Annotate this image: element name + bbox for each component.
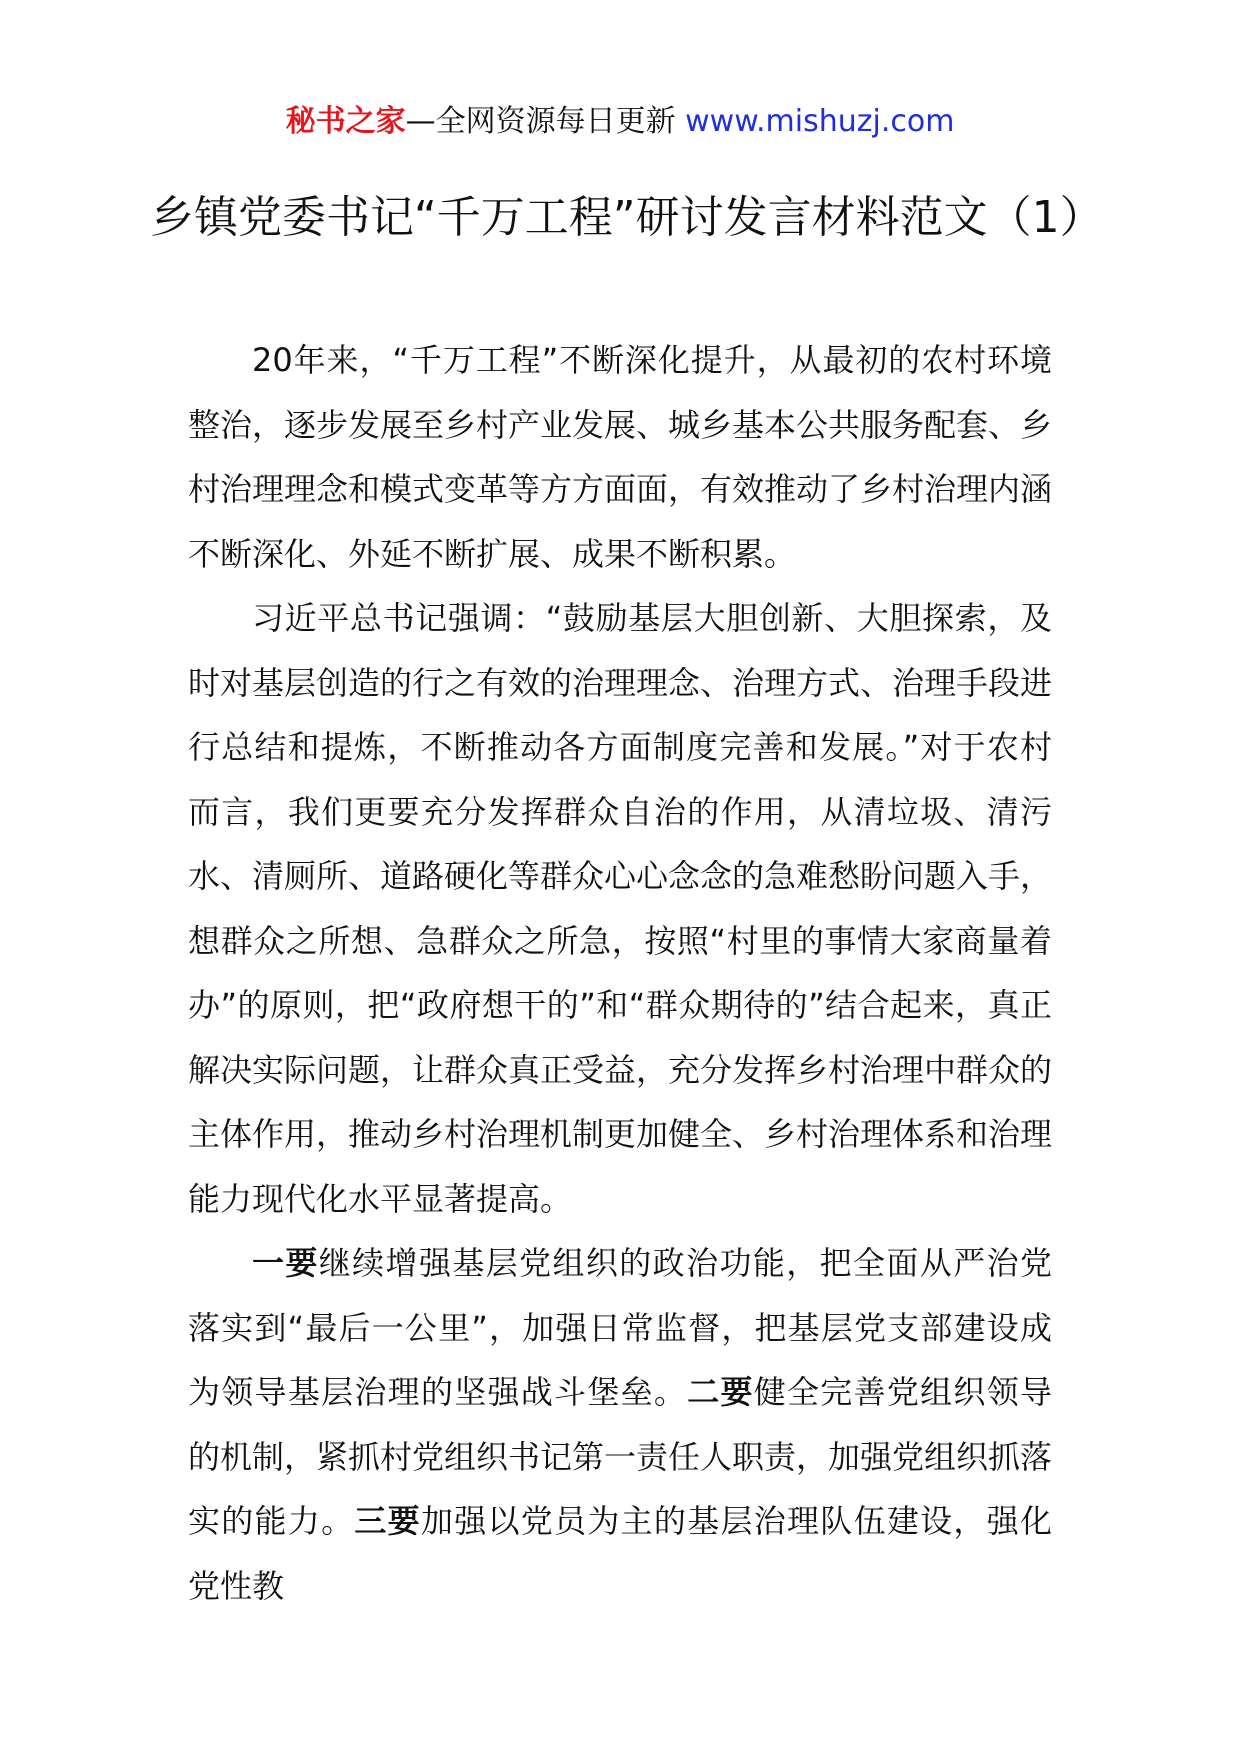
requirement-text-1: 继续增强基层党组织的政治功能，把全面从严治党落实到“最后一公里”，加强日常监督，把基层党支部建设成为领导基层治理的坚强战斗堡垒。: [188, 1244, 1052, 1411]
paragraph-requirements: [188, 1231, 1052, 1618]
requirement-lead-1: 一要: [252, 1244, 319, 1282]
site-slogan: —全网资源每日更新: [405, 104, 676, 139]
site-name: 秘书之家: [285, 104, 406, 139]
requirement-text-2: 健全完善党组织领导的机制，紧抓村党组织书记第一责任人职责，加强党组织抓落实的能力。: [188, 1373, 1053, 1540]
paragraph-intro: 20年来，“千万工程”不断深化提升，从最初的农村环境整治，逐步发展至乡村产业发展、城乡基本公共服务配套、乡村治理理念和模式变革等方方面面，有效推动了乡村治理内涵不断深化、外延不断扩展、成果不断积累。: [188, 341, 1053, 573]
site-url-link[interactable]: www.mishuzj.com: [685, 104, 955, 139]
document-title: 乡镇党委书记“千万工程”研讨发言材料范文（1）: [150, 192, 1104, 243]
requirement-lead-2: 二要: [687, 1373, 754, 1411]
paragraph-quote: 习近平总书记强调：“鼓励基层大胆创新、大胆探索，及时对基层创造的行之有效的治理理念、治理方式、治理手段进行总结和提炼，不断推动各方面制度完善和发展。”对于农村而言，我们更要充分发挥群众自治的作用，从清垃圾、清污水、清厕所、道路硬化等群众心心念念的急难愁盼问题入手，想群众之所想、急群众之所急，按照“村里的事情大家商量着办”的原则，把“政府想干的”和“群众期待的”结合起来，真正解决实际问题，让群众真正受益，充分发挥乡村治理中群众的主体作用，推动乡村治理机制更加健全、乡村治理体系和治理能力现代化水平显著提高。: [188, 599, 1053, 1218]
requirement-lead-3: 三要: [354, 1502, 421, 1540]
requirement-text-3: 加强以党员为主的基层治理队伍建设，强化党性教: [188, 1502, 1052, 1605]
site-header: [0, 100, 1240, 144]
document-body: [188, 328, 1052, 1618]
